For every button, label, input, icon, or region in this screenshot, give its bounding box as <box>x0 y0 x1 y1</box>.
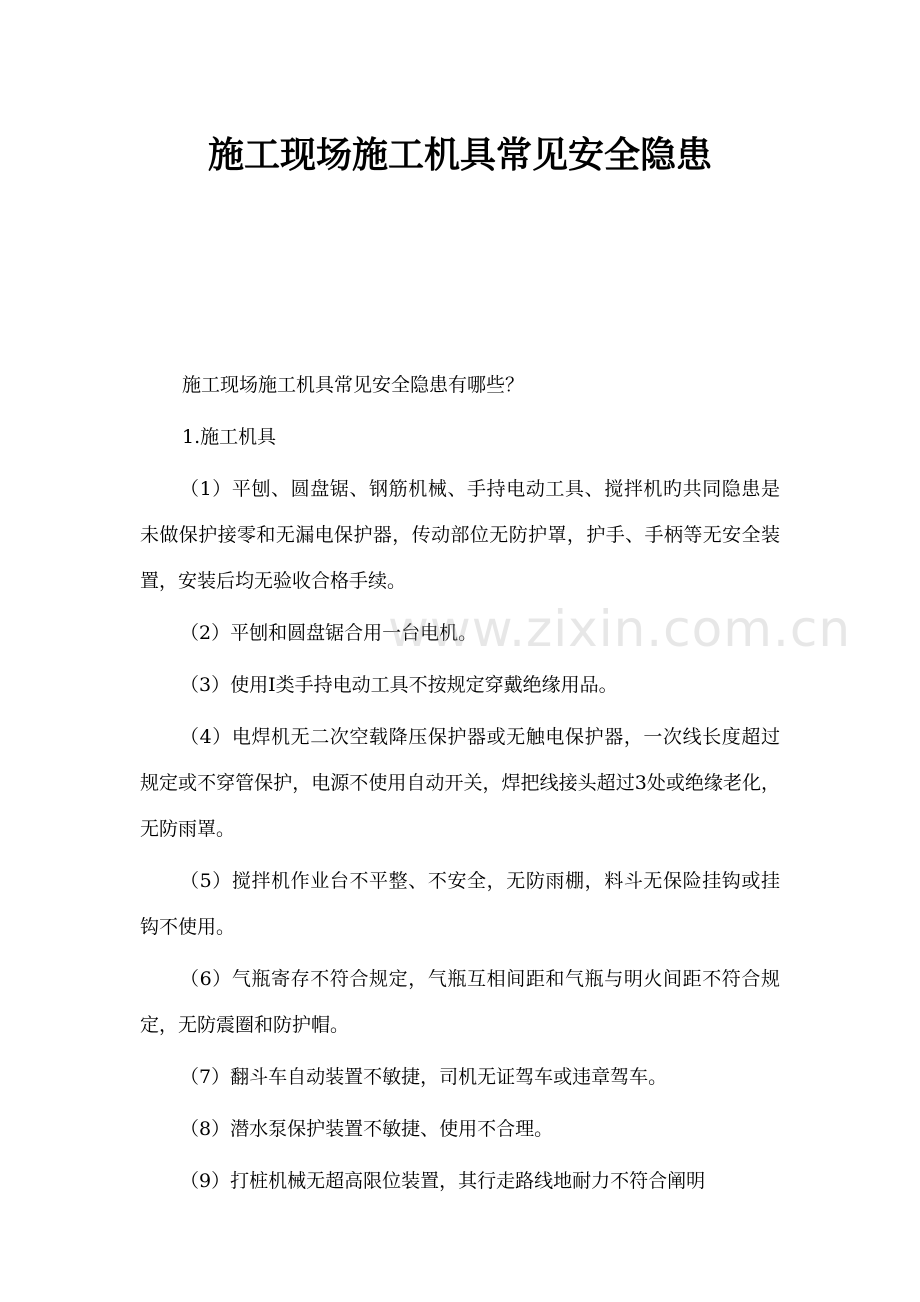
paragraph-item-3: （3）使用Ⅰ类手持电动工具不按规定穿戴绝缘用品。 <box>180 674 618 696</box>
paragraph-intro-question: 施工现场施工机具常见安全隐患有哪些？ <box>182 374 525 396</box>
paragraph-item-4: （4）电焊机无二次空载降压保护器或无触电保护器，一次线长度超过规定或不穿管保护，电源不使用自动开关，焊把线接头超过3处或绝缘老化，无防雨罩。 <box>140 726 780 840</box>
document-title: 施工现场施工机具常见安全隐患 <box>207 135 712 176</box>
watermark: www.zixin.com.cn <box>388 600 852 658</box>
paragraph-item-5: （5）搅拌机作业台不平整、不安全，无防雨棚，料斗无保险挂钩或挂钩不使用。 <box>140 870 780 938</box>
paragraph-item-6: （6）气瓶寄存不符合规定，气瓶互相间距和气瓶与明火间距不符合规定，无防震圈和防护帽。 <box>140 968 780 1036</box>
paragraph-item-9: （9）打桩机械无超高限位装置，其行走路线地耐力不符合阐明 <box>180 1170 706 1192</box>
paragraph-item-2: （2）平刨和圆盘锯合用一台电机。 <box>180 622 478 644</box>
paragraph-item-1: （1）平刨、圆盘锯、钢筋机械、手持电动工具、搅拌机旳共同隐患是未做保护接零和无漏电保护器，传动部位无防护罩，护手、手柄等无安全装置，安装后均无验收合格手续。 <box>140 478 780 592</box>
paragraph-item-8: （8）潜水泵保护装置不敏捷、使用不合理。 <box>180 1118 554 1140</box>
document-body <box>140 362 780 1210</box>
paragraph-item-7: （7）翻斗车自动装置不敏捷，司机无证驾车或违章驾车。 <box>180 1066 668 1088</box>
paragraph-section-heading: 1.施工机具 <box>182 426 277 448</box>
